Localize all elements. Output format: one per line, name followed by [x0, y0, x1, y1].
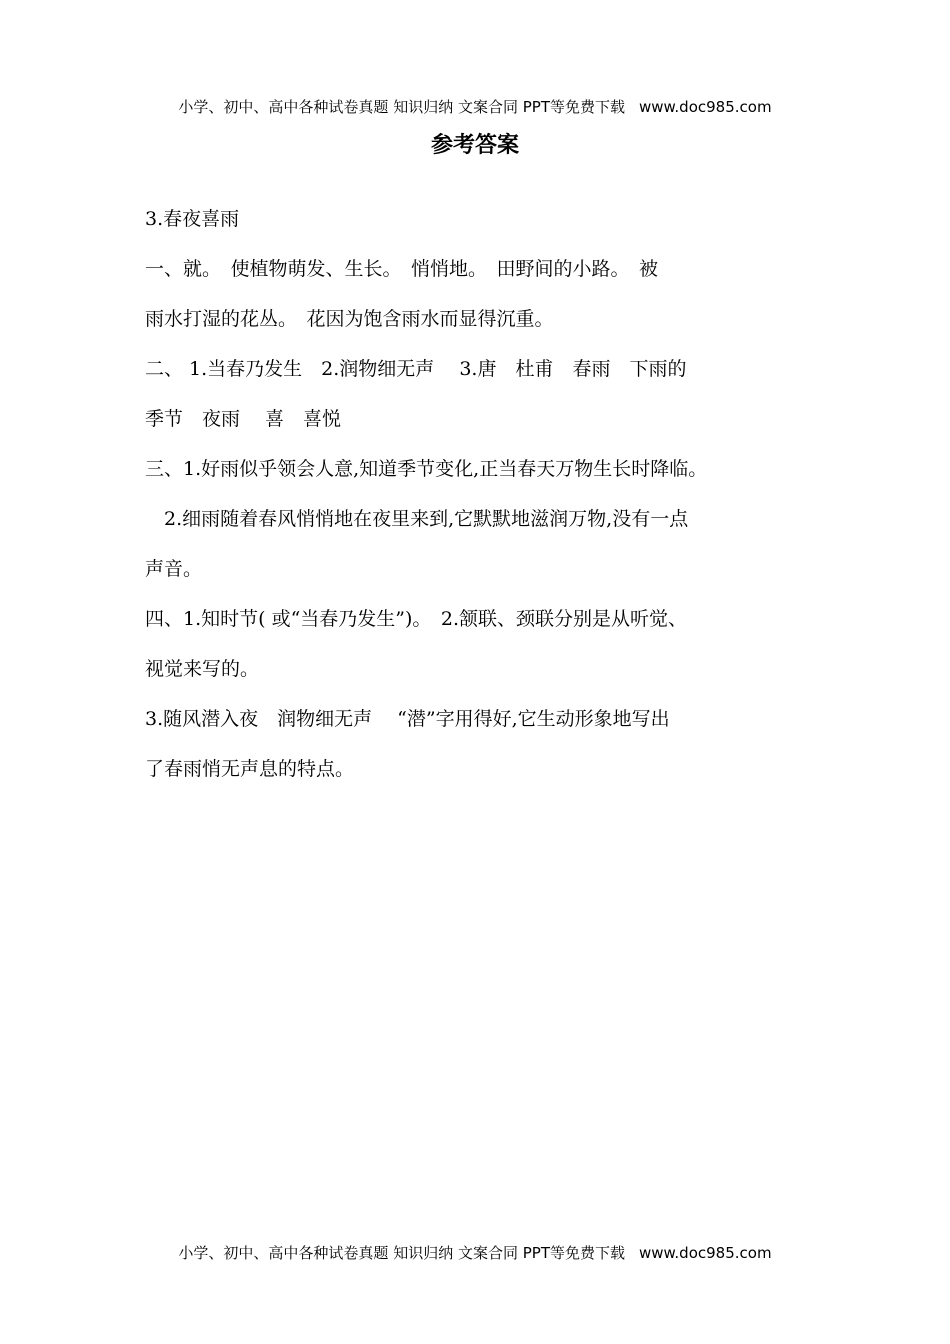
answer-line: 声音。	[145, 558, 203, 580]
answer-line: 一、就。 使植物萌发、生长。 悄悄地。 田野间的小路。 被	[145, 258, 659, 280]
footer-banner	[0, 1243, 950, 1263]
answer-line: 季节 夜雨 喜 喜悦	[145, 408, 342, 430]
header-banner-text: 小学、初中、高中各种试卷真题 知识归纳 文案合同 PPT等免费下载	[178, 98, 625, 116]
answer-line: 四、1.知时节( 或“当春乃发生”)。 2.颔联、颈联分别是从听觉、	[145, 608, 688, 630]
footer-banner-url[interactable]: www.doc985.com	[638, 1244, 772, 1262]
answer-line: 视觉来写的。	[145, 658, 260, 680]
answer-line: 3.随风潜入夜 润物细无声 “潜”字用得好,它生动形象地写出	[145, 708, 670, 730]
answer-line: 三、1.好雨似乎领会人意,知道季节变化,正当春天万物生长时降临。	[145, 458, 708, 480]
answer-line: 2.细雨随着春风悄悄地在夜里来到,它默默地滋润万物,没有一点	[145, 508, 689, 530]
answer-line: 了春雨悄无声息的特点。	[145, 758, 355, 780]
answer-line: 二、 1.当春乃发生 2.润物细无声 3.唐 杜甫 春雨 下雨的	[145, 358, 687, 380]
header-banner	[0, 97, 950, 117]
answer-line: 雨水打湿的花丛。 花因为饱含雨水而显得沉重。	[145, 308, 554, 330]
section-heading: 3.春夜喜雨	[145, 208, 240, 230]
header-banner-url[interactable]: www.doc985.com	[638, 98, 772, 116]
page-title: 参考答案	[430, 133, 519, 158]
footer-banner-text: 小学、初中、高中各种试卷真题 知识归纳 文案合同 PPT等免费下载	[178, 1244, 625, 1262]
